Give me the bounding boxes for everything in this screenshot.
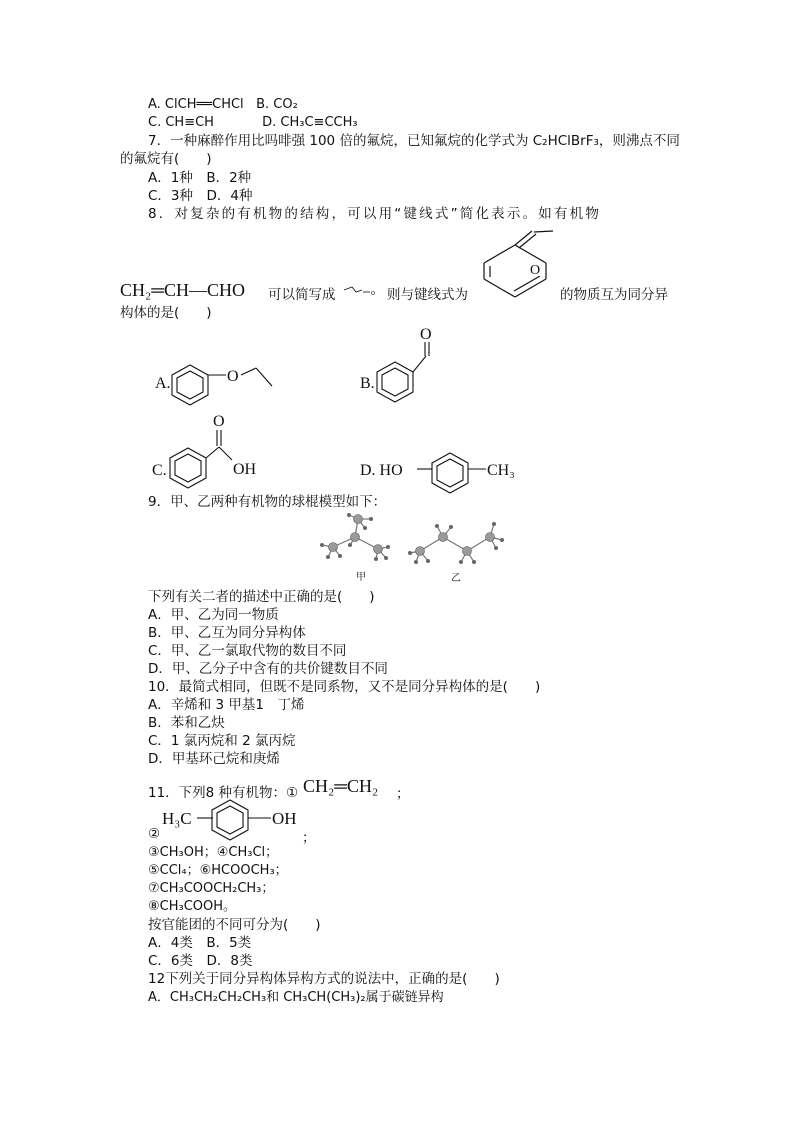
q6-options-ab xyxy=(148,97,298,113)
q11-ask: 按官能团的不同可分为( ) xyxy=(148,917,321,933)
q12-stem: 12下列关于同分异构体异构方式的说法中，正确的是( ) xyxy=(148,971,500,987)
q6-opt-a: A. ClCH══CHCl xyxy=(148,97,244,112)
q11-line4: ⑤CCl₄；⑥HCOOCH₃； xyxy=(148,863,288,878)
opt-c-oxygen: O xyxy=(213,413,225,430)
q6-opt-c: C. CH≡CH xyxy=(148,115,214,130)
q8-text-isomer: 的物质互为同分异 xyxy=(560,287,668,303)
q8-text-simplify: 可以简写成 xyxy=(268,287,336,303)
item2-methyl: H₃C xyxy=(162,809,192,828)
opt-d-label: D. HO xyxy=(360,462,403,479)
q9-opt-a: A．甲、乙为同一物质 xyxy=(148,607,279,623)
q9-stem: 9．甲、乙两种有机物的球棍模型如下： xyxy=(148,494,387,510)
opt-c-hydroxyl: OH xyxy=(233,461,257,478)
q11-options-cd: C．6类 D．8类 xyxy=(148,953,253,969)
q9-opt-b: B．甲、乙互为同分异构体 xyxy=(148,625,306,641)
q9-label-jia: 甲 xyxy=(356,572,366,583)
q7-options-cd: C．3种 D．4种 xyxy=(148,188,253,204)
q8-stem-line3: 构体的是( ) xyxy=(120,305,212,321)
opt-c-label: C. xyxy=(152,462,167,479)
q11-item1-semicolon: ； xyxy=(396,786,410,802)
q11-line6: ⑧CH₃COOH。 xyxy=(148,899,237,914)
q11-stem: 11．下列8 种有机物：① xyxy=(148,785,299,801)
opt-b-oxygen: O xyxy=(420,326,432,343)
q7-options-ab: A．1种 B．2种 xyxy=(148,170,252,186)
opt-d-methyl: CH₃ xyxy=(487,462,515,479)
q10-opt-d: D．甲基环己烷和庚烯 xyxy=(148,751,280,767)
q11-line3: ③CH₃OH；④CH₃Cl； xyxy=(148,845,279,860)
q8-acrolein-formula: CH₂═CH—CHO xyxy=(120,280,246,300)
q9-opt-c: C．甲、乙一氯取代物的数目不同 xyxy=(148,643,347,659)
q8-stem-line1: 8．对复杂的有机物的结构，可以用“键线式”简化表示。如有机物 xyxy=(148,206,602,222)
q9-label-yi: 乙 xyxy=(451,573,461,584)
q7-stem-line2: 的氟烷有( ) xyxy=(120,151,212,167)
q9-ask: 下列有关二者的描述中正确的是( ) xyxy=(148,589,375,605)
q11-item2-end: ； xyxy=(302,830,316,846)
q6-opt-b: B. CO₂ xyxy=(256,97,298,112)
q11-line5: ⑦CH₃COOCH₂CH₃； xyxy=(148,881,275,896)
q9-opt-d: D．甲、乙分子中含有的共价键数目不同 xyxy=(148,661,388,677)
q10-opt-b: B．苯和乙炔 xyxy=(148,715,225,731)
q10-opt-c: C．1 氯丙烷和 2 氯丙烷 xyxy=(148,733,296,749)
ring-oxygen-label: O xyxy=(530,263,541,278)
opt-b-label: B. xyxy=(360,375,375,392)
acrolein-o-label: o xyxy=(371,288,375,297)
q6-opt-d: D. CH₃C≡CCH₃ xyxy=(262,115,358,130)
q10-opt-a: A．辛烯和 3 甲基1 丁烯 xyxy=(148,697,305,713)
q11-item1-ethylene: CH₂═CH₂ xyxy=(303,776,379,796)
q8-text-bond-line: 则与键线式为 xyxy=(387,287,468,303)
q6-options-cd xyxy=(148,115,358,131)
q11-item2-number: ② xyxy=(148,826,161,842)
q7-stem-line1: 7．一种麻醉作用比吗啡强 100 倍的氟烷，已知氟烷的化学式为 C₂HClBrF₃，则沸点不同 xyxy=(148,133,680,149)
opt-a-oxygen: O xyxy=(227,368,239,385)
q12-opt-a: A．CH₃CH₂CH₂CH₃和 CH₃CH(CH₃)₂属于碳链异构 xyxy=(148,990,444,1005)
item2-hydroxyl: OH xyxy=(272,809,297,828)
q10-stem: 10．最简式相同，但既不是同系物，又不是同分异构体的是( ) xyxy=(148,679,541,695)
opt-a-label: A. xyxy=(155,375,171,392)
q11-options-ab: A．4类 B．5类 xyxy=(148,935,252,951)
